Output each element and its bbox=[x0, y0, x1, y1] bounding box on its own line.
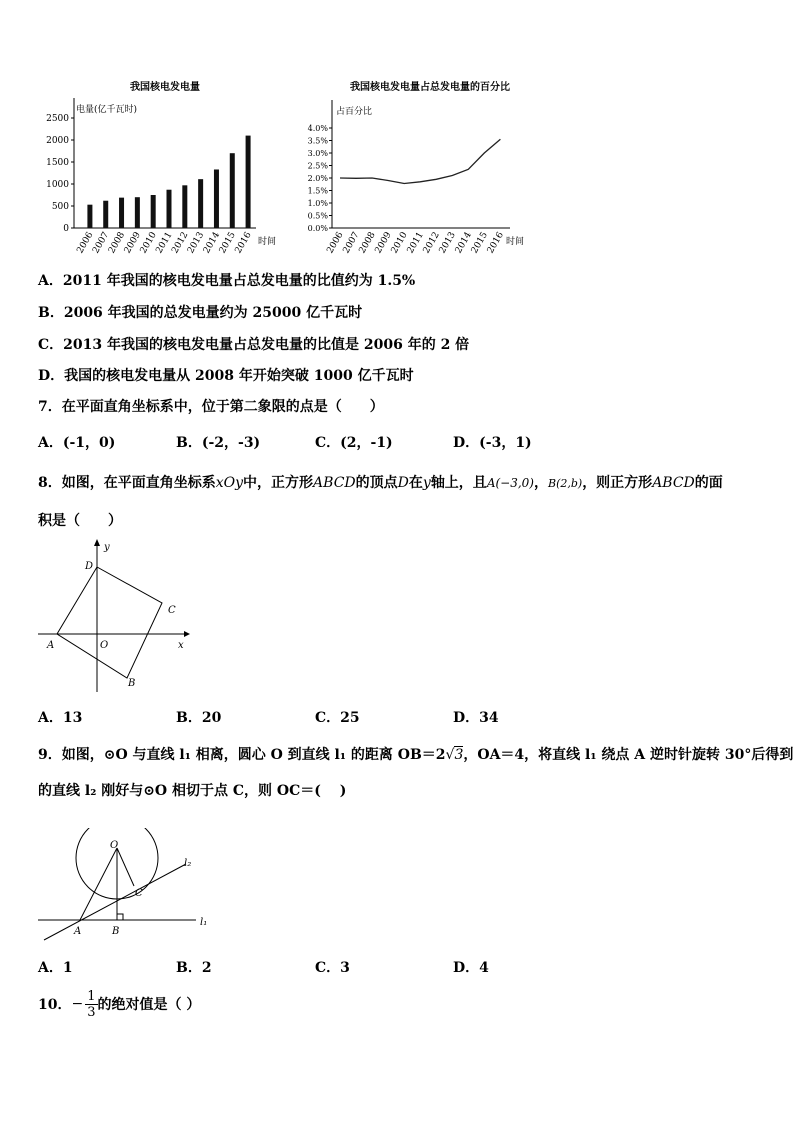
q9-option-d: D．4 bbox=[453, 960, 489, 976]
bar bbox=[87, 205, 92, 228]
bar-x-tick-label: 2010 bbox=[138, 230, 159, 256]
bar bbox=[135, 197, 140, 228]
line-x-tick-label: 2009 bbox=[373, 230, 394, 256]
q8-point-a: A(−3,0) bbox=[486, 476, 534, 490]
q9-stem-line2: 的直线 l₂ 刚好与⊙O 相切于点 C，则 OC＝( ) bbox=[38, 783, 347, 799]
q10-denominator: 3 bbox=[87, 1004, 96, 1020]
q10-minus: − bbox=[71, 996, 84, 1012]
line-y-tick-label: 1.5% bbox=[307, 186, 328, 196]
fig8-label-o: O bbox=[100, 640, 109, 651]
line-x-tick-label: 2013 bbox=[437, 230, 458, 256]
q6-option-d: D．我国的核电发电量从 2008 年开始突破 1000 亿千瓦时 bbox=[38, 368, 414, 384]
line-x-tick-label: 2010 bbox=[389, 230, 410, 256]
q8-option-b: B．20 bbox=[176, 710, 222, 726]
line-x-tick-label: 2012 bbox=[421, 230, 442, 256]
fig8-label-d: D bbox=[85, 561, 94, 572]
bar bbox=[230, 153, 235, 228]
q8-option-d: D．34 bbox=[453, 710, 499, 726]
q10-prefix: 10． bbox=[38, 997, 72, 1013]
q10-stem bbox=[38, 984, 200, 1024]
line-y-tick-label: 2.5% bbox=[307, 161, 328, 171]
q8-point-b: B(2,b) bbox=[547, 477, 583, 490]
bar-x-tick-label: 2013 bbox=[186, 230, 207, 256]
fig8-label-x: x bbox=[178, 640, 184, 651]
fig9-label-l2: l₂ bbox=[184, 858, 192, 869]
q7-option-b: B．(-2，-3) bbox=[176, 435, 261, 451]
q8-abcd: ABCD bbox=[313, 475, 356, 491]
bar-x-tick-label: 2007 bbox=[91, 230, 112, 256]
line-y-tick-label: 3.0% bbox=[307, 149, 328, 158]
q7-stem: 7．在平面直角坐标系中，位于第二象限的点是（ ） bbox=[38, 399, 384, 415]
fig8-label-a: A bbox=[47, 640, 55, 651]
q9-stem-part: 9．如图，⊙O 与直线 l₁ 相离，圆心 O 到直线 l₁ 的距离 OB＝2 bbox=[38, 747, 446, 763]
q8-option-a: A．13 bbox=[38, 710, 83, 726]
q8-figure bbox=[36, 536, 196, 696]
bar bbox=[198, 179, 203, 228]
line-x-tick-label: 2014 bbox=[453, 230, 474, 256]
bar-y-tick-label: 2000 bbox=[46, 136, 69, 146]
q9-figure bbox=[36, 828, 216, 948]
fig9-label-c: C bbox=[135, 888, 143, 899]
q8-abcd-2: ABCD bbox=[652, 475, 695, 491]
q7-option-c: C．(2，-1) bbox=[315, 435, 393, 451]
q7-option-a: A．(-1，0) bbox=[38, 435, 116, 451]
q8-xoy: xOy bbox=[215, 475, 244, 491]
line-y-axis-label: 占百分比 bbox=[336, 107, 373, 117]
q9-option-b: B．2 bbox=[176, 960, 212, 976]
bar-x-tick-label: 2006 bbox=[75, 230, 96, 256]
bar-x-tick-label: 2014 bbox=[201, 230, 223, 256]
fig8-label-b: B bbox=[128, 678, 136, 689]
q9-option-c: C．3 bbox=[315, 960, 350, 976]
q8-d: D bbox=[397, 475, 409, 491]
bar bbox=[119, 198, 124, 228]
q8-stem-part: 轴上，且 bbox=[430, 475, 487, 491]
bar-x-tick-label: 2015 bbox=[217, 230, 238, 256]
fig9-label-b: B bbox=[112, 926, 120, 937]
line-x-tick-label: 2008 bbox=[357, 230, 378, 256]
bar-x-tick-label: 2012 bbox=[170, 230, 191, 256]
q8-comma: ， bbox=[533, 475, 548, 491]
q10-suffix: 的绝对值是（ ） bbox=[97, 997, 201, 1013]
bar-y-tick-label: 500 bbox=[51, 202, 69, 212]
q9-sqrt-radicand: 3 bbox=[454, 747, 464, 763]
bar-y-tick-label: 2500 bbox=[46, 114, 69, 124]
line-x-tick-label: 2007 bbox=[341, 230, 362, 256]
q6-option-a: A．2011 年我国的核电发电量占总发电量的比值约为 1.5% bbox=[38, 273, 416, 289]
fig8-label-y: y bbox=[104, 542, 110, 553]
q10-fraction bbox=[85, 989, 97, 1020]
q8-stem-line1 bbox=[38, 472, 723, 492]
line-x-tick-label: 2006 bbox=[325, 230, 346, 256]
q8-stem-part: 的顶点 bbox=[355, 475, 398, 491]
sqrt-symbol: √ bbox=[445, 747, 455, 763]
q10-numerator: 1 bbox=[87, 988, 96, 1004]
fig8-label-c: C bbox=[168, 605, 176, 616]
q8-stem-part: 在 bbox=[408, 475, 423, 491]
line-x-tick-label: 2015 bbox=[469, 230, 490, 256]
bar-x-axis-label: 时间 bbox=[258, 237, 277, 247]
bar-chart bbox=[38, 92, 283, 262]
q9-stem-part: ，OA＝4，将直线 l₁ 绕点 A 逆时针旋转 30°后得到 bbox=[463, 747, 794, 763]
bar bbox=[103, 201, 108, 228]
fig9-label-o: O bbox=[110, 840, 119, 851]
bar-x-tick-label: 2011 bbox=[154, 230, 175, 256]
q8-option-c: C．25 bbox=[315, 710, 360, 726]
bar-y-tick-label: 0 bbox=[63, 224, 69, 234]
q8-stem-part: 中，正方形 bbox=[243, 475, 314, 491]
bar bbox=[167, 190, 172, 228]
line-y-tick-label: 3.5% bbox=[307, 136, 328, 146]
line-y-tick-label: 0.5% bbox=[307, 211, 328, 221]
line-y-tick-label: 2.0% bbox=[307, 174, 328, 183]
q6-option-c: C．2013 年我国的核电发电量占总发电量的比值是 2006 年的 2 倍 bbox=[38, 337, 470, 353]
bar-chart-title: 我国核电发电量 bbox=[130, 82, 200, 93]
q6-option-b: B．2006 年我国的总发电量约为 25000 亿千瓦时 bbox=[38, 305, 363, 321]
q8-stem-part: 的面 bbox=[694, 475, 723, 491]
line-x-axis-label: 时间 bbox=[506, 237, 525, 247]
bar bbox=[246, 136, 251, 228]
bar-y-tick-label: 1500 bbox=[46, 158, 69, 168]
square-abcd bbox=[57, 567, 162, 678]
line-chart-title: 我国核电发电量占总发电量的百分比 bbox=[350, 82, 510, 93]
fig9-label-a: A bbox=[74, 926, 82, 937]
bar-x-tick-label: 2008 bbox=[107, 230, 128, 256]
q8-stem-part: ，则正方形 bbox=[582, 475, 653, 491]
q8-stem-line2: 积是（ ） bbox=[38, 513, 122, 529]
q9-option-a: A．1 bbox=[38, 960, 73, 976]
q8-y: y bbox=[422, 475, 431, 491]
bar bbox=[151, 195, 156, 228]
bar-y-axis-label: 电量(亿千瓦时) bbox=[76, 105, 138, 115]
line-y-tick-label: 4.0% bbox=[307, 124, 328, 133]
line-chart bbox=[298, 92, 538, 262]
line-x-tick-label: 2011 bbox=[405, 230, 426, 256]
q7-option-d: D．(-3，1) bbox=[453, 435, 532, 451]
bar-x-tick-label: 2009 bbox=[122, 230, 143, 256]
bar-y-tick-label: 1000 bbox=[46, 180, 69, 190]
bar-x-tick-label: 2016 bbox=[233, 230, 254, 256]
q8-stem-part: 8．如图，在平面直角坐标系 bbox=[38, 475, 216, 491]
bar bbox=[214, 169, 219, 228]
line-series bbox=[340, 139, 500, 183]
bar bbox=[182, 185, 187, 228]
q9-stem-line1 bbox=[38, 744, 793, 764]
line-y-tick-label: 1.0% bbox=[307, 199, 328, 208]
line-x-tick-label: 2016 bbox=[485, 230, 506, 256]
fig9-label-l1: l₁ bbox=[200, 917, 208, 928]
line-y-tick-label: 0.0% bbox=[307, 224, 328, 233]
